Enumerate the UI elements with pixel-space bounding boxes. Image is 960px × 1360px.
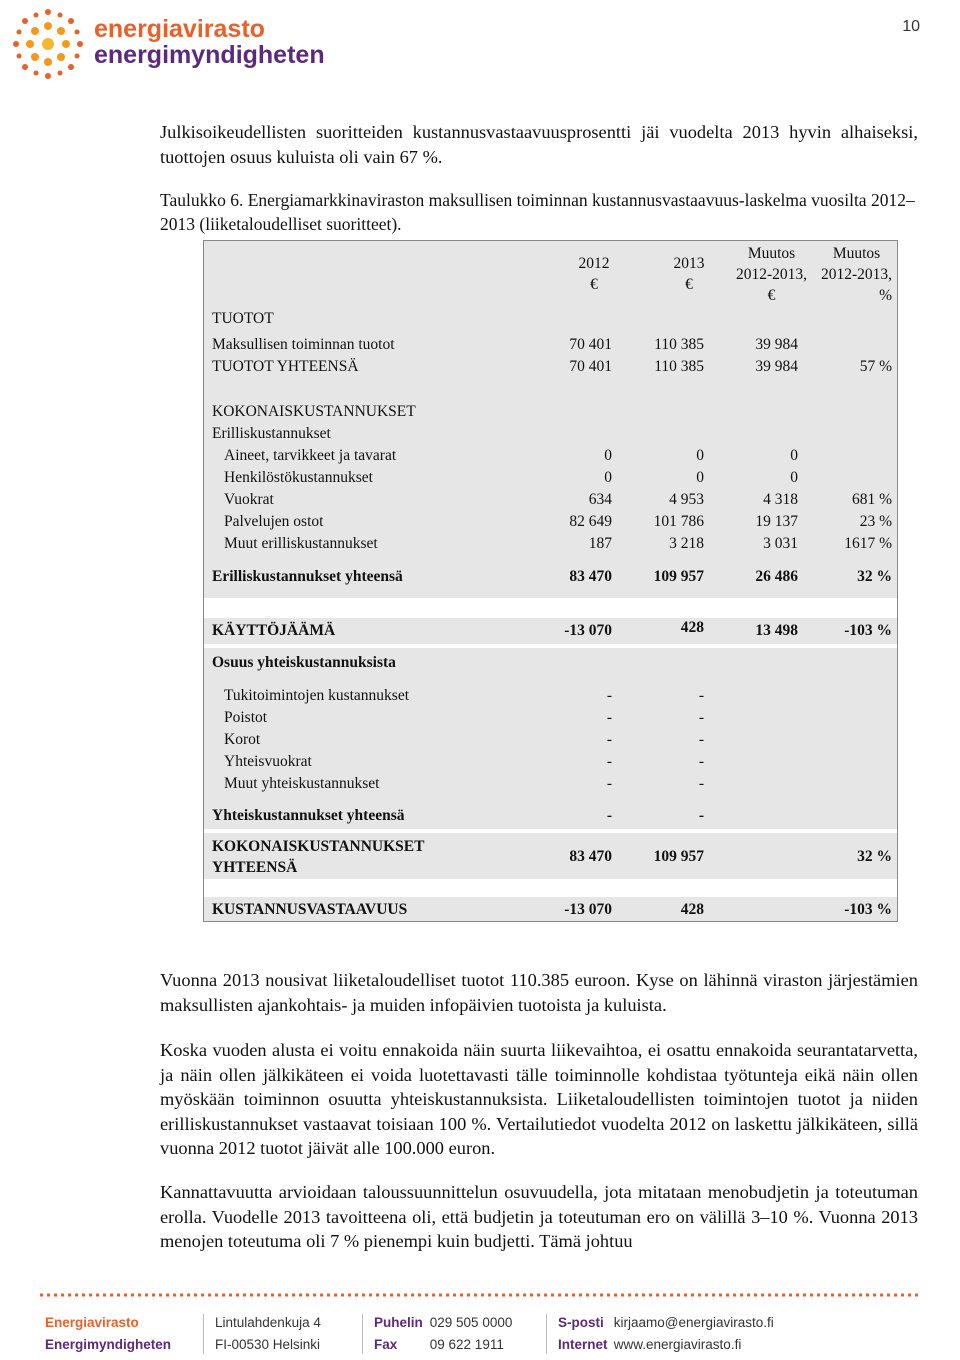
table-row: Yhteisvuokrat - - (224, 753, 704, 770)
header-2013: 2013 € (673, 255, 705, 293)
email-link[interactable]: kirjaamo@energiavirasto.fi (613, 1315, 774, 1330)
osuus-heading: Osuus yhteiskustannuksista (212, 654, 396, 671)
paragraph-2: Vuonna 2013 nousivat liiketaloudelliset tuotot 110.385 euroon. Kyse on lähinnä viraston järjestämien maksullisten ajankohtais- ja muiden infopäivien tuotoista ja kuluista. (160, 970, 918, 1015)
logo (8, 6, 328, 82)
footer-phone: Puhelin 029 505 0000 Fax 09 622 1911 (374, 1315, 513, 1352)
table-gap (204, 879, 897, 897)
table-row: Aineet, tarvikkeet ja tavarat 0 0 0 (224, 447, 798, 464)
page-number: 10 (902, 18, 920, 35)
footer-address: Lintulahdenkuja 4 FI-00530 Helsinki (215, 1315, 321, 1352)
footer-separator (203, 1314, 204, 1354)
sunburst-logo-icon (8, 6, 88, 82)
tuotot-total-row: TUOTOT YHTEENSÄ 70 401 110 385 39 984 57 % (212, 358, 892, 375)
tuotot-heading: TUOTOT (212, 310, 274, 327)
footer-brand: Energiavirasto Energimyndigheten (45, 1315, 172, 1352)
footer (0, 1290, 960, 1360)
table-row: Muut yhteiskustannukset - - (224, 775, 704, 792)
header-muutos-pct: Muutos 2012-2013, % (820, 245, 893, 304)
kokonaiskustannukset-heading: KOKONAISKUSTANNUKSET (212, 403, 416, 420)
logo-wordmark (94, 16, 325, 68)
paragraph-3: Koska vuoden alusta ei voitu ennakoida näin suurta liikevaihtoa, ei osattu ennakoida seurantatarvetta, ja näin ollen jälkikäteen ei voida luotettavasti tälle toiminnolle kohdistaa työtunteja eikä näin ollen myöskään toiminnon osuutta yhteiskustannuksista. Liiketaloudellisten toimintojen tuotot ja niiden erilliskustannukset vastaavat toisiaan 100 %. Vertailutiedot vuodelta 2012 on laskettu jälkikäteen, sillä vuonna 2012 tuotot jäivät alle 100.000 euron. (160, 1040, 918, 1158)
table-gap (204, 598, 897, 618)
intro-paragraph: Julkisoikeudellisten suoritteiden kustannusvastaavuusprosentti jäi vuodelta 2013 hyvin alhaiseksi, tuottojen osuus kuluista oli vain 67 %. (160, 122, 918, 167)
paragraph-4: Kannattavuutta arvioidaan taloussuunnittelun osuvuudella, jota mitataan menobudjetin ja toteutuman erolla. Vuodelle 2013 tavoitteena oli, että budjetin ja toteutuman ero on välillä 3–10 %. Vuonna 2013 menojen toteutuma oli 7 % pienempi kuin budjetti. Tämä johtuu (160, 1182, 918, 1251)
cost-table (203, 240, 898, 922)
logo-line-1: energiavirasto (94, 15, 265, 43)
footer-separator (362, 1314, 363, 1354)
table-row: Maksullisen toiminnan tuotot 70 401 110 385 39 984 (212, 336, 798, 353)
yhteiskustannukset-total-row: Yhteiskustannukset yhteensä - - (212, 807, 704, 824)
table-row: Henkilöstökustannukset 0 0 0 (224, 469, 798, 486)
table-row: Palvelujen ostot 82 649 101 786 19 137 23 % (224, 513, 892, 530)
footer-contact: S-posti kirjaamo@energiavirasto.fi Internet www.energiavirasto.fi (558, 1315, 774, 1352)
table-row: Korot - - (224, 731, 704, 748)
kokonaiskustannukset-total-row: KOKONAISKUSTANNUKSET YHTEENSÄ 83 470 109 957 32 % (212, 838, 892, 876)
table-gap (204, 644, 897, 648)
footer-separator (546, 1314, 547, 1354)
website-link[interactable]: www.energiavirasto.fi (613, 1337, 742, 1352)
table-caption: Taulukko 6. Energiamarkkinaviraston maksullisen toiminnan kustannusvastaavuus-laskelma vuosilta 2012–2013 (liiketaloudelliset suoritteet). (160, 190, 915, 234)
erilliskustannukset-heading: Erilliskustannukset (212, 425, 331, 442)
table-row: Vuokrat 634 4 953 4 318 681 % (224, 491, 892, 508)
table-row: Poistot - - (224, 709, 704, 726)
header-2012: 2012 € (578, 255, 610, 293)
table-row: Muut erilliskustannukset 187 3 218 3 031 1617 % (224, 535, 892, 552)
kustannusvastaavuus-row: KUSTANNUSVASTAAVUUS -13 070 428 -103 % (212, 901, 892, 918)
header-muutos-eur: Muutos 2012-2013, € (735, 245, 808, 304)
dotted-divider (40, 1292, 920, 1298)
table-gap (204, 829, 897, 833)
kayttojaama-row: KÄYTTÖJÄÄMÄ -13 070 428 13 498 -103 % (212, 619, 892, 639)
erilliskustannukset-total-row: Erilliskustannukset yhteensä 83 470 109 957 26 486 32 % (212, 568, 892, 585)
logo-line-2: energimyndigheten (94, 41, 325, 69)
table-row: Tukitoimintojen kustannukset - - (224, 687, 704, 704)
